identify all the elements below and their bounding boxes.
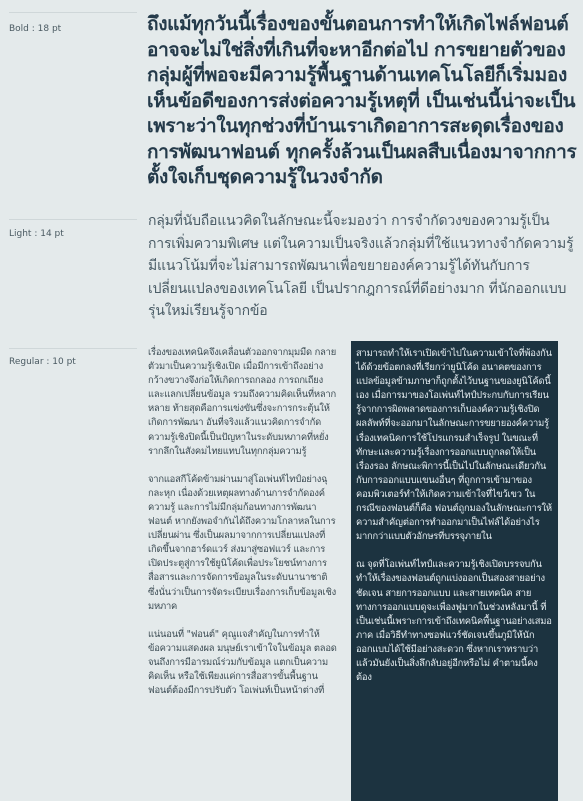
left-paragraph-1: เรื่องของเทคนิคจึงเคลื่อนตัวออกจากมุมมืด กลายตัวมาเป็นความรู้เชิงเปิด เมื่อมีการเข้าถึงอย่างกว้างขวางจึงก่อให้เกิดการถกลอง การถกเถียง และแลกเปลี่ยนข้อมูล รวมถึงความคิดเห็นที่หลากหลาย ท้ายสุดคือการแข่งขันซึ่งจะการกระตุ้นให้เกิดการพัฒนา อันที่จริงแล้วแนวคิดการจำกัดความรู้เชิงปิดนี้เป็นปัญหาในระดับมหภาคที่หยั่งรากลึกในสังคมไทยแทบในทุกกลุ่มความรู้ [148, 347, 337, 457]
regular-sample-left-column [148, 346, 338, 712]
left-paragraph-3: แน่นอนที่ "ฟอนต์" คุณูแจสำคัญในการทำให้ข้อความแสดงผล มนุษย์เราเข้าใจในข้อมูล ตลอดจนถึงการมีอารมณ์ร่วมกับข้อมูล แตกเป็นความคิดเห็น หรือใช้เพียงแค่การสื่อสารขั้นพื้นฐาน ฟอนต์ต้องมีการปรับตัว โอเพ่นท์เป็นหน้าต่างที่ [148, 628, 337, 697]
regular-sample-right-column [356, 347, 553, 699]
right-paragraph-1: สามารถทำให้เราเปิดเข้าไปในความเข้าใจที่พ้องกันได้ด้วยข้อตกลงที่เรียกว่ายูนิโค้ด อนาคตของการแปลข้อมูลข้ามภาษาก็ถูกตั้งไว้บนฐานของยูนิโค้ดนี้เอง เมื่อการมาของโอเพ่นท์ไทป์ประกบกับการเรียนรู้จากการผิดพลาดของการเก็บองค์ความรู้เชิงปิด ผลลัพท์ที่จะออกมาในลักษณะการขยายองค์ความรู้เรื่องเทคนิคการใช้โปรแกรมสำเร็จรูป ในขณะที่ทักษะและความรู้เรื่องการออกแบบถูกลดให้เป็นเรื่องรอง ลักษณะพิการนี้เป็นไปในลักษณะเดียวกันกับการออกแบบแขนงอื่นๆ ที่ถูกการเข้ามาของคอมพิวเตอร์ทำให้เกิดความเข้าใจที่ไขว้เขว ในกรณีของฟอนต์ก็คือ ฟอนต์ถูกมองในลักษณะการให้ความสำคัญต่อการทำออกมาเป็นไฟล์ได้อย่างไรมากกว่าแบบตัวอักษรที่บรรจุภายใน [356, 348, 552, 543]
right-paragraph-2: ณ จุดที่โอเพ่นท์ไทป์และความรู้เชิงเปิดบรรจบกัน ทำให้เรื่องของฟอนต์ถูกแบ่งออกเป็นสองสายอย่างชัดเจน สายการออกแบบ และสายเทคนิค สายทางการออกแบบดูจะเพื่องฟูมากในช่วงหลังมานี้ ที่เป็นเช่นนี้เพราะการเข้าถึงเทคนิคพื้นฐานอย่างเสมอภาค เมื่อวิธีทำทางซอฟแวร์ชัดเจนขึ้นภูมิให้นักออกแบบได้ใช้มีอย่างสะดวก ซึ่งหากเราทราบว่า แล้วมันยังเป็นสิ่งลึกลับอยู่อีกหรือไม่ คำตามนี้คงต้อง [356, 559, 552, 684]
regular-size-label: Regular : 10 pt [9, 357, 76, 367]
regular-divider [9, 348, 137, 349]
bold-divider [9, 12, 137, 13]
left-paragraph-2: จากแอสกีโค้ดข้ามผ่านมาสู่โอเพ่นท์ไทป์อย่างฉุกละหุก เนื่องด้วยเหตุผลทางด้านการจำกัดองค์ความรู้ และการไม่มีกลุ่มก้อนทางการพัฒนาฟอนต์ หากยังพอจำกันได้ถึงความโกลาหลในการเปลี่ยนผ่าน ซึ่งเป็นผลมาจากการเปลี่ยนแปลงที่เกิดขึ้นจากฮาร์ดแวร์ ส่งมาสู่ซอฟแวร์ และการเปิดประตูสู่การใช้ยูนิโค้ดเพื่อประโยชน์ทางการสื่อสารและการจัดการข้อมูลในระดับนานาชาติ ซึ่งนั่นว่าเป็นการจัดระเบียบเรื่องการเก็บข้อมูลเชิงมหภาค [148, 473, 337, 612]
light-size-label: Light : 14 pt [9, 229, 64, 239]
bold-sample-paragraph: ถึงแม้ทุกวันนี้เรื่องของขั้นตอนการทำให้เกิดไฟล์ฟอนต์อาจจะไม่ใช่สิ่งที่เกินที่จะหาอีกต่อไป การขยายตัวของกลุ่มผู้ที่พอจะมีความรู้พื้นฐานด้านเทคโนโลยีก็เริ่มมองเห็นข้อดีของการส่งต่อความรู้เหตุที่ เป็นเช่นนี้น่าจะเป็นเพราะว่าในทุกช่วงที่บ้านเราเกิดอาการสะดุดเรื่องของการพัฒนาฟอนต์ ทุกครั้งล้วนเป็นผลสืบเนื่องมาจากการตั้งใจเก็บชุดความรู้ในวงจำกัด [147, 13, 577, 188]
light-divider [9, 219, 137, 220]
bold-size-label: Bold : 18 pt [9, 24, 62, 34]
light-sample-paragraph: กลุ่มที่นับถือแนวคิดในลักษณะนี้จะมองว่า การจำกัดวงของความรู้เป็น การเพิ่มความพิเศษ แต่ในความเป็นจริงแล้วกลุ่มที่ใช้แนวทางจำกัดความรู้ มีแนวโน้มที่จะไม่สามารถพัฒนาเพื่อขยายองค์ความรู้ได้ทันกับการเปลี่ยนแปลงของเทคโนโลยี เป็นปรากฎการณ์ที่ดีอย่างมาก ที่นักออกแบบรุ่นใหม่เรียนรู้จากข้อ [148, 213, 574, 319]
